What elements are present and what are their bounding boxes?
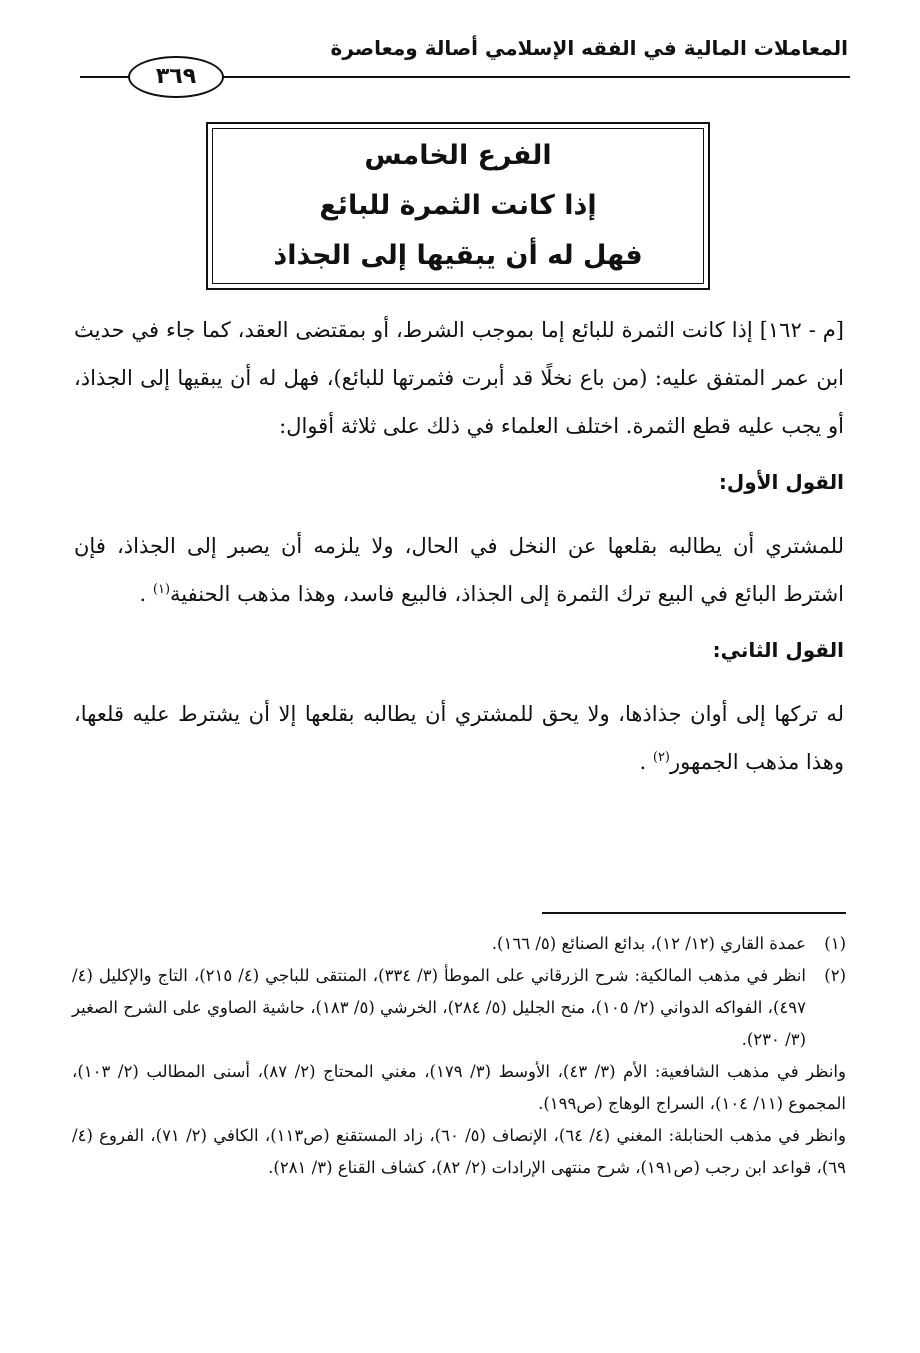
footnote-2-number: (٢) (824, 966, 846, 985)
footnote-2-text: انظر في مذهب المالكية: شرح الزرقاني على الموطأ (٣/ ٣٣٤)، المنتقى للباجي (٤/ ٢١٥)، التاج والإكليل (٤/ ٤٩٧)، الفواكه الدواني (٢/ ١٠٥)، منح الجليل (٥/ ٢٨٤)، الخرشي (٥/ ١٨٣)، حاشية الصاوي على الشرح الصغير (٣/ ٢٣٠). (72, 966, 806, 1049)
footnote-1-text: عمدة القاري (١٢/ ١٢)، بدائع الصنائع (٥/ ١٦٦). (491, 934, 806, 953)
section-title-inner-frame (212, 128, 704, 284)
first-opinion-paragraph (74, 522, 844, 618)
footnote-1-number: (١) (824, 934, 846, 953)
second-opinion-text: له تركها إلى أوان جذاذها، ولا يحق للمشتري أن يطالبه بقلعها إلا أن يشترط عليه قلعها، وهذا مذهب الجمهور (74, 702, 844, 774)
section-title-line-3: فهل له أن يبقيها إلى الجذاذ (273, 240, 643, 271)
page-number: ٣٦٩ (128, 56, 224, 98)
footnote-2-hanbali: وانظر في مذهب الحنابلة: المغني (٤/ ٦٤)، الإنصاف (٥/ ٦٠)، زاد المستقنع (ص١١٣)، الكافي (٢/ ٧١)، الفروع (٤/ ٦٩)، قواعد ابن رجب (ص١٩١)، شرح منتهى الإرادات (٢/ ٨٢)، كشاف القناع (٣/ ٢٨١). (72, 1126, 846, 1177)
section-title-box (206, 122, 710, 290)
footnote-1 (72, 928, 846, 960)
first-opinion-end: . (139, 582, 147, 606)
first-opinion-text: للمشتري أن يطالبه بقلعها عن النخل في الحال، ولا يلزمه أن يصبر إلى الجذاذ، فإن اشترط البائع في البيع ترك الثمرة إلى الجذاذ، فالبيع فاسد، وهذا مذهب الحنفية (74, 534, 844, 606)
footnote-2 (72, 960, 846, 1056)
second-opinion-heading: القول الثاني: (712, 638, 844, 662)
footnote-ref-2[interactable]: (٢) (652, 750, 670, 765)
footnote-ref-1[interactable]: (١) (152, 582, 171, 597)
second-opinion-paragraph (74, 690, 844, 786)
first-opinion-heading: القول الأول: (718, 470, 844, 494)
footnote-2-shafii: وانظر في مذهب الشافعية: الأم (٣/ ٤٣)، الأوسط (٣/ ١٧٩)، مغني المحتاج (٢/ ٨٧)، أسنى المطالب (٢/ ١٠٣)، المجموع (١١/ ١٠٤)، السراج الوهاج (ص١٩٩). (72, 1062, 846, 1113)
second-opinion-end: . (639, 750, 647, 774)
section-title-line-1: الفرع الخامس (364, 140, 552, 171)
running-header-title: المعاملات المالية في الفقه الإسلامي أصالة ومعاصرة (330, 36, 848, 60)
intro-paragraph: [م - ١٦٢] إذا كانت الثمرة للبائع إما بموجب الشرط، أو بمقتضى العقد، كما جاء في حديث ابن عمر المتفق عليه: (من باع نخلًا قد أبرت فثمرتها للبائع)، فهل له أن يبقيها إلى الجذاذ، أو يجب عليه قطع الثمرة. اختلف العلماء في ذلك على ثلاثة أقوال: (74, 318, 844, 438)
section-title-line-2: إذا كانت الثمرة للبائع (319, 190, 597, 221)
main-text (74, 306, 844, 786)
footnotes (72, 928, 846, 1184)
footnote-separator (542, 912, 846, 914)
